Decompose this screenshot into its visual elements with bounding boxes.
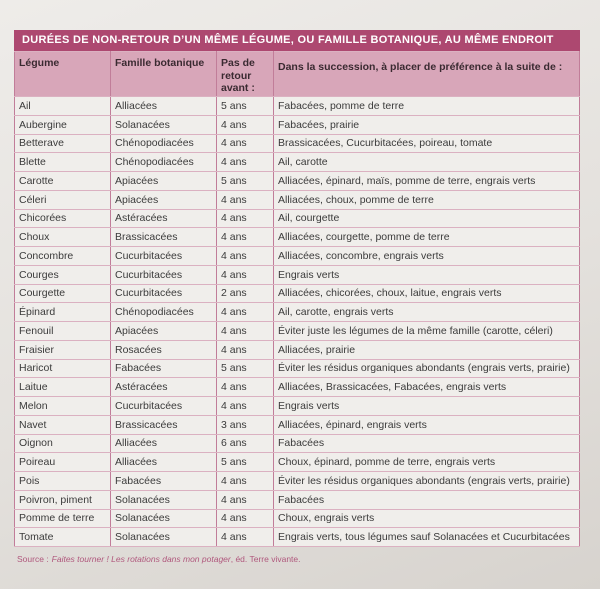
cell-succession: Ail, carotte, engrais verts bbox=[274, 303, 580, 322]
cell-succession: Alliacées, épinard, maïs, pomme de terre, engrais verts bbox=[274, 172, 580, 191]
cell-retour: 4 ans bbox=[217, 472, 274, 491]
column-header-famille: Famille botanique bbox=[111, 52, 217, 97]
cell-famille: Apiacées bbox=[111, 172, 217, 191]
cell-famille: Cucurbitacées bbox=[111, 265, 217, 284]
cell-succession: Fabacées, prairie bbox=[274, 115, 580, 134]
cell-retour: 4 ans bbox=[217, 490, 274, 509]
cell-legume: Poireau bbox=[15, 453, 111, 472]
cell-legume: Céleri bbox=[15, 190, 111, 209]
cell-retour: 4 ans bbox=[217, 303, 274, 322]
cell-succession: Fabacées, pomme de terre bbox=[274, 97, 580, 116]
cell-famille: Astéracées bbox=[111, 378, 217, 397]
cell-famille: Apiacées bbox=[111, 190, 217, 209]
cell-famille: Solanacées bbox=[111, 115, 217, 134]
cell-retour: 4 ans bbox=[217, 322, 274, 341]
table-row bbox=[15, 247, 580, 266]
table-row bbox=[15, 415, 580, 434]
cell-retour: 4 ans bbox=[217, 134, 274, 153]
cell-succession: Éviter juste les légumes de la même famille (carotte, céleri) bbox=[274, 322, 580, 341]
cell-retour: 3 ans bbox=[217, 415, 274, 434]
cell-legume: Aubergine bbox=[15, 115, 111, 134]
column-header-legume: Légume bbox=[15, 52, 111, 97]
cell-legume: Blette bbox=[15, 153, 111, 172]
table-row bbox=[15, 434, 580, 453]
cell-famille: Chénopodiacées bbox=[111, 134, 217, 153]
cell-legume: Épinard bbox=[15, 303, 111, 322]
table-row bbox=[15, 134, 580, 153]
cell-famille: Fabacées bbox=[111, 359, 217, 378]
cell-succession: Choux, engrais verts bbox=[274, 509, 580, 528]
cell-famille: Brassicacées bbox=[111, 415, 217, 434]
cell-legume: Ail bbox=[15, 97, 111, 116]
cell-famille: Fabacées bbox=[111, 472, 217, 491]
source-work-title: Faites tourner ! Les rotations dans mon potager bbox=[51, 554, 231, 564]
table-row bbox=[15, 472, 580, 491]
cell-famille: Solanacées bbox=[111, 509, 217, 528]
cell-succession: Alliacées, Brassicacées, Fabacées, engrais verts bbox=[274, 378, 580, 397]
cell-famille: Rosacées bbox=[111, 340, 217, 359]
cell-succession: Alliacées, concombre, engrais verts bbox=[274, 247, 580, 266]
table-row bbox=[15, 509, 580, 528]
cell-famille: Alliacées bbox=[111, 453, 217, 472]
cell-famille: Chénopodiacées bbox=[111, 153, 217, 172]
cell-legume: Melon bbox=[15, 397, 111, 416]
cell-retour: 4 ans bbox=[217, 247, 274, 266]
table-row bbox=[15, 490, 580, 509]
cell-succession: Ail, courgette bbox=[274, 209, 580, 228]
cell-succession: Engrais verts bbox=[274, 265, 580, 284]
table-row bbox=[15, 378, 580, 397]
table-row bbox=[15, 303, 580, 322]
cell-succession: Engrais verts bbox=[274, 397, 580, 416]
cell-succession: Alliacées, courgette, pomme de terre bbox=[274, 228, 580, 247]
table-row bbox=[15, 153, 580, 172]
cell-legume: Pois bbox=[15, 472, 111, 491]
cell-legume: Carotte bbox=[15, 172, 111, 191]
cell-succession: Alliacées, chicorées, choux, laitue, engrais verts bbox=[274, 284, 580, 303]
header-row bbox=[15, 52, 580, 97]
source-publisher: , éd. Terre vivante. bbox=[230, 554, 301, 564]
cell-legume: Concombre bbox=[15, 247, 111, 266]
cell-retour: 4 ans bbox=[217, 190, 274, 209]
table-row bbox=[15, 340, 580, 359]
table-row bbox=[15, 228, 580, 247]
cell-retour: 6 ans bbox=[217, 434, 274, 453]
cell-famille: Alliacées bbox=[111, 97, 217, 116]
source-label: Source : bbox=[17, 554, 49, 564]
table-row bbox=[15, 359, 580, 378]
cell-retour: 5 ans bbox=[217, 172, 274, 191]
cell-legume: Fraisier bbox=[15, 340, 111, 359]
cell-legume: Fenouil bbox=[15, 322, 111, 341]
table-row bbox=[15, 115, 580, 134]
cell-retour: 4 ans bbox=[217, 153, 274, 172]
cell-retour: 5 ans bbox=[217, 97, 274, 116]
cell-succession: Alliacées, choux, pomme de terre bbox=[274, 190, 580, 209]
source-note bbox=[17, 554, 301, 564]
cell-retour: 4 ans bbox=[217, 378, 274, 397]
cell-famille: Cucurbitacées bbox=[111, 284, 217, 303]
cell-legume: Tomate bbox=[15, 528, 111, 547]
cell-succession: Brassicacées, Cucurbitacées, poireau, tomate bbox=[274, 134, 580, 153]
table-row bbox=[15, 453, 580, 472]
cell-retour: 4 ans bbox=[217, 340, 274, 359]
cell-legume: Haricot bbox=[15, 359, 111, 378]
cell-famille: Chénopodiacées bbox=[111, 303, 217, 322]
cell-succession: Engrais verts, tous légumes sauf Solanacées et Cucurbitacées bbox=[274, 528, 580, 547]
table-row bbox=[15, 284, 580, 303]
cell-famille: Brassicacées bbox=[111, 228, 217, 247]
table-row bbox=[15, 322, 580, 341]
cell-famille: Cucurbitacées bbox=[111, 247, 217, 266]
cell-famille: Cucurbitacées bbox=[111, 397, 217, 416]
cell-retour: 4 ans bbox=[217, 397, 274, 416]
cell-succession: Alliacées, épinard, engrais verts bbox=[274, 415, 580, 434]
cell-legume: Poivron, piment bbox=[15, 490, 111, 509]
cell-retour: 4 ans bbox=[217, 228, 274, 247]
table-row bbox=[15, 528, 580, 547]
cell-famille: Alliacées bbox=[111, 434, 217, 453]
table-row bbox=[15, 397, 580, 416]
cell-famille: Apiacées bbox=[111, 322, 217, 341]
cell-retour: 4 ans bbox=[217, 209, 274, 228]
column-header-retour: Pas de retour avant : bbox=[217, 52, 274, 97]
cell-retour: 4 ans bbox=[217, 528, 274, 547]
cell-retour: 4 ans bbox=[217, 265, 274, 284]
cell-succession: Choux, épinard, pomme de terre, engrais verts bbox=[274, 453, 580, 472]
cell-retour: 5 ans bbox=[217, 453, 274, 472]
cell-retour: 2 ans bbox=[217, 284, 274, 303]
cell-succession: Ail, carotte bbox=[274, 153, 580, 172]
cell-famille: Solanacées bbox=[111, 490, 217, 509]
cell-legume: Oignon bbox=[15, 434, 111, 453]
cell-succession: Éviter les résidus organiques abondants (engrais verts, prairie) bbox=[274, 472, 580, 491]
cell-legume: Navet bbox=[15, 415, 111, 434]
cell-legume: Betterave bbox=[15, 134, 111, 153]
cell-legume: Laitue bbox=[15, 378, 111, 397]
cell-retour: 4 ans bbox=[217, 115, 274, 134]
cell-succession: Alliacées, prairie bbox=[274, 340, 580, 359]
cell-retour: 5 ans bbox=[217, 359, 274, 378]
cell-retour: 4 ans bbox=[217, 509, 274, 528]
cell-legume: Choux bbox=[15, 228, 111, 247]
cell-legume: Courges bbox=[15, 265, 111, 284]
table-row bbox=[15, 265, 580, 284]
table-row bbox=[15, 190, 580, 209]
cell-succession: Éviter les résidus organiques abondants (engrais verts, prairie) bbox=[274, 359, 580, 378]
table-row bbox=[15, 172, 580, 191]
cell-famille: Solanacées bbox=[111, 528, 217, 547]
cell-succession: Fabacées bbox=[274, 490, 580, 509]
rotation-table-block bbox=[14, 30, 580, 547]
cell-famille: Astéracées bbox=[111, 209, 217, 228]
rotation-table bbox=[14, 51, 580, 547]
cell-legume: Courgette bbox=[15, 284, 111, 303]
table-row bbox=[15, 97, 580, 116]
cell-succession: Fabacées bbox=[274, 434, 580, 453]
cell-legume: Pomme de terre bbox=[15, 509, 111, 528]
table-title: DURÉES DE NON-RETOUR D’UN MÊME LÉGUME, OU FAMILLE BOTANIQUE, AU MÊME ENDROIT bbox=[14, 30, 580, 51]
column-header-succession: Dans la succession, à placer de préférence à la suite de : bbox=[274, 52, 580, 97]
table-row bbox=[15, 209, 580, 228]
cell-legume: Chicorées bbox=[15, 209, 111, 228]
